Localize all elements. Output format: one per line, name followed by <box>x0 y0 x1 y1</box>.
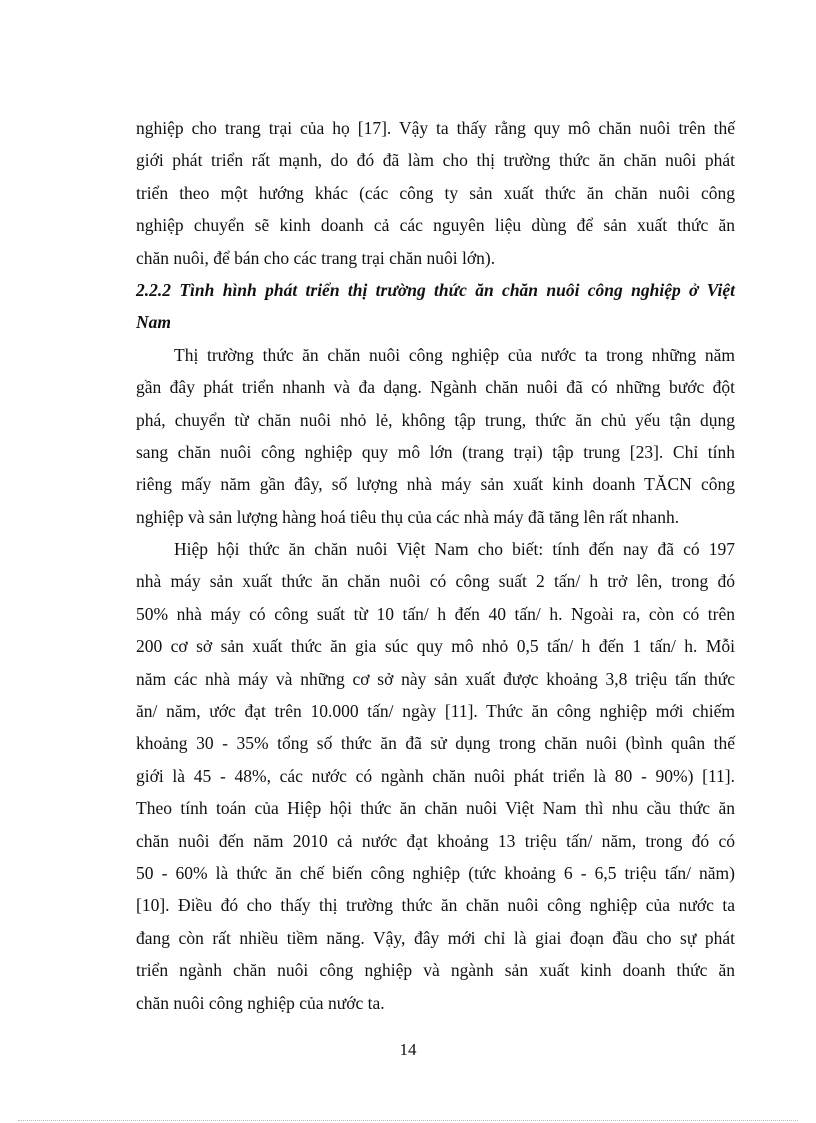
text-line: chăn nuôi đến năm 2010 cả nước đạt khoảng 13 triệu tấn/ năm, trong đó có <box>136 830 735 851</box>
text-line: 200 cơ sở sản xuất thức ăn gia súc quy mô nhỏ 0,5 tấn/ h đến 1 tấn/ h. Mỗi <box>136 636 735 657</box>
text-line: chăn nuôi, để bán cho các trang trại chăn nuôi lớn). <box>136 247 496 268</box>
text-line: giới là 45 - 48%, các nước có ngành chăn nuôi phát triển là 80 - 90%) [11]. <box>136 765 735 786</box>
text-line: sang chăn nuôi công nghiệp quy mô lớn (trang trại) tập trung [23]. Chỉ tính <box>136 441 735 462</box>
text-line: 50 - 60% là thức ăn chế biến công nghiệp (tức khoảng 6 - 6,5 triệu tấn/ năm) <box>136 862 735 883</box>
document-body <box>136 112 735 1019</box>
heading-line: 2.2.2 Tình hình phát triển thị trường thức ăn chăn nuôi công nghiệp ở Việt <box>136 279 735 300</box>
text-line: gần đây phát triển nhanh và đa dạng. Ngành chăn nuôi đã có những bước đột <box>136 377 735 398</box>
text-line: giới phát triển rất mạnh, do đó đã làm cho thị trường thức ăn chăn nuôi phát <box>136 150 735 171</box>
text-line: nghiệp chuyển sẽ kinh doanh cả các nguyên liệu dùng để sản xuất thức ăn <box>136 215 735 236</box>
text-line: nhà máy sản xuất thức ăn chăn nuôi có công suất 2 tấn/ h trở lên, trong đó <box>136 571 735 592</box>
paragraph-association-stats <box>136 533 735 1019</box>
text-line: nghiệp cho trang trại của họ [17]. Vậy ta thấy rằng quy mô chăn nuôi trên thế <box>136 118 735 138</box>
text-line: riêng mấy năm gần đây, số lượng nhà máy sản xuất kinh doanh TĂCN công <box>136 474 735 495</box>
heading-line: Nam <box>136 312 171 333</box>
text-line: chăn nuôi công nghiệp của nước ta. <box>136 992 385 1013</box>
text-line: đang còn rất nhiều tiềm năng. Vậy, đây mới chỉ là giai đoạn đầu cho sự phát <box>136 927 735 948</box>
text-line: năm các nhà máy và những cơ sở này sản xuất được khoảng 3,8 triệu tấn thức <box>136 668 735 689</box>
text-line: ăn/ năm, ước đạt trên 10.000 tấn/ ngày [11]. Thức ăn công nghiệp mới chiếm <box>136 701 735 722</box>
text-line: Theo tính toán của Hiệp hội thức ăn chăn nuôi Việt Nam thì nhu cầu thức ăn <box>136 798 735 819</box>
text-line: nghiệp và sản lượng hàng hoá tiêu thụ của các nhà máy đã tăng lên rất nhanh. <box>136 506 680 527</box>
text-line: [10]. Điều đó cho thấy thị trường thức ăn chăn nuôi công nghiệp của nước ta <box>136 895 735 916</box>
text-line: phá, chuyển từ chăn nuôi nhỏ lẻ, không tập trung, thức ăn chủ yếu tận dụng <box>136 409 735 430</box>
page-bottom-divider <box>18 1120 798 1121</box>
text-line: 50% nhà máy có công suất từ 10 tấn/ h đến 40 tấn/ h. Ngoài ra, còn có trên <box>136 603 735 624</box>
text-line: khoảng 30 - 35% tổng số thức ăn đã sử dụng trong chăn nuôi (bình quân thế <box>136 733 735 754</box>
page-number: 14 <box>399 1040 417 1059</box>
text-line: Hiệp hội thức ăn chăn nuôi Việt Nam cho biết: tính đến nay đã có 197 <box>174 539 735 560</box>
text-line: Thị trường thức ăn chăn nuôi công nghiệp của nước ta trong những năm <box>174 344 735 365</box>
text-line: triển theo một hướng khác (các công ty sản xuất thức ăn chăn nuôi công <box>136 182 735 203</box>
section-heading <box>136 274 735 339</box>
text-line: triển ngành chăn nuôi công nghiệp và ngành sản xuất kinh doanh thức ăn <box>136 960 735 981</box>
paragraph-market-overview <box>136 339 735 533</box>
paragraph-intro <box>136 112 735 274</box>
